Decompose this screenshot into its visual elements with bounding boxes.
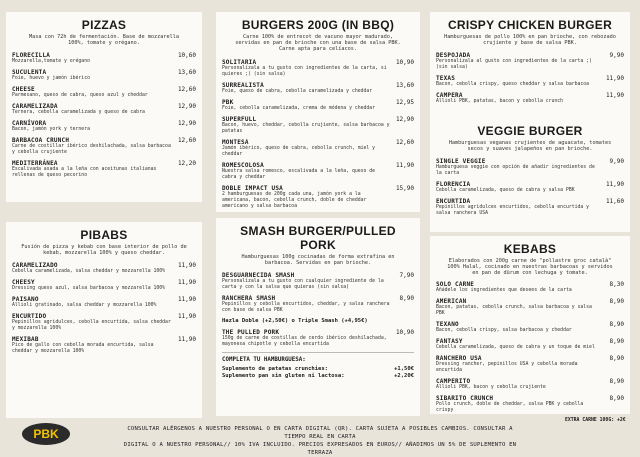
item-price: 13,60 [177,69,196,77]
item-desc: Personalízala a tu gusto con cualquier ingrediente de la carta y con la salsa que quieras (sin salsa) [222,279,384,291]
item-price: 12,90 [177,103,196,111]
item-name: PBK [222,98,234,106]
footer-line-1: CONSULTAR ALÉRGENOS A NUESTRO PERSONAL O EN CARTA DIGITAL (QR). CARTA SUJETA A POSIBLES CAMBIOS. CONSULTAR A TIEMPO REAL EN CARTA [127,426,513,440]
menu-item [436,181,624,194]
item-name: MEDITERRÁNEA [12,160,58,168]
item-price: 11,90 [395,161,414,169]
menu-item-row [436,395,624,402]
item-price: 11,90 [605,75,624,83]
item-name: DOBLE IMPACT USA [222,184,283,192]
extra-label: Suplemento pan sin gluten ni lactosa: [222,373,345,380]
pibabs-section [6,222,202,418]
item-price: 11,90 [177,336,196,344]
menu-item [12,69,196,82]
menu-item [12,120,196,133]
item-desc: Bacon, cebolla crispy, queso cheddar y salsa barbacoa [436,82,590,88]
item-desc: Cebolla caramelizada, queso de cabra y salsa PBK [436,188,575,194]
menu-item-row [436,338,624,345]
extras-title: COMPLETA TU HAMBURGUESA: [222,357,306,364]
item-price: 11,90 [177,279,196,287]
burgers-list [222,59,414,210]
item-desc: Pepinillos y cebolla encurtidos, cheddar, y salsa ranchera con base de salsa PBK [222,302,390,314]
item-name: ENCURTIDO [12,313,47,321]
item-price: 11,90 [177,296,196,304]
veggie-list [436,158,624,217]
menu-item-row [222,82,414,89]
item-desc: Foie, queso de cabra, cebolla caramelizada y cheddar [222,88,373,94]
item-price: 8,90 [609,377,624,385]
item-desc: Allioli PBK, patatas, bacon y cebolla crunch [436,99,564,105]
item-desc: Pepinillos agridulces encurtidos, cebolla encurtida y salsa ranchera USA [436,205,590,217]
menu-item-row [222,99,414,106]
item-price: 8,90 [609,394,624,402]
extra-row [222,366,414,373]
item-price: 7,90 [399,272,414,280]
divider [222,352,414,353]
item-name: ROMESCOLOSA [222,161,264,169]
double-note: Hazla Doble (+2,50€) o Triple Smash (+4,95€) [222,318,368,325]
menu-item [436,298,624,317]
item-name: FLORECILLA [12,52,51,60]
item-price: 9,90 [609,158,624,166]
item-desc: Bacon, huevo, cheddar, cebolla crujiente, salsa barbacoa y patatas [222,122,390,134]
menu-item [222,295,414,314]
pibabs-subtitle: Fusión de pizza y kebab con base interior de pollo de kebab, mozzarella 100% y queso cheddar. [21,244,187,257]
item-name: SOLO CARNE [436,280,475,288]
item-name: CARAMELIZADO [12,262,58,270]
item-price: 12,90 [177,120,196,128]
pbk-logo [20,421,72,447]
item-name: RANCHERA SMASH [222,295,276,303]
item-name: PAISANO [12,296,39,304]
menu-item [12,296,196,309]
burgers-section [216,12,420,212]
menu-item [436,281,624,294]
item-price: 12,20 [177,160,196,168]
item-name: SUPERFULL [222,115,257,123]
item-price: 8,90 [609,354,624,362]
menu-item [222,139,414,158]
veggie-section [430,120,630,232]
item-desc: Pico de gallo con cebolla morada encurtida, salsa cheddar y mozzarella 100% [12,343,154,355]
item-name: CAMPERITO [436,377,471,385]
menu-item [436,198,624,217]
menu-item-row [222,185,414,192]
item-desc: Cebolla caramelizada, salsa cheddar y mozzarella 100% [12,269,166,275]
item-desc: Hamburguesa veggie con opción de añadir ingredientes de la carta [436,165,595,177]
kebabs-section [430,236,630,414]
item-price: 11,90 [177,262,196,270]
chicken-title: CRISPY CHICKEN BURGER [447,18,613,32]
item-desc: Jamón ibérico, queso de cabra, cebolla crunch, miel y cheddar [222,145,376,157]
item-desc: Pepinillos agridulces, cebolla encurtida, salsa cheddar y mozzarella 100% [12,320,171,332]
extra-carne-note: EXTRA CARNE 100G: +2€ [565,418,626,423]
item-desc: Bacon, jamón york y ternera [12,127,90,133]
menu-item [436,355,624,374]
menu-item [12,279,196,292]
item-name: BARBACOA CRUNCH [12,137,70,145]
menu-item [436,92,624,105]
menu-item [12,336,196,355]
menu-item [436,338,624,351]
menu-item [436,378,624,391]
chicken-list [436,52,624,105]
item-name: TEXANO [436,320,459,328]
menu-item-row [222,162,414,169]
item-price: 11,90 [605,92,624,100]
item-price: 11,60 [605,198,624,206]
item-desc: Allioli PBK, bacon y cebolla crujiente [436,384,546,390]
item-name: AMERICAN [436,297,467,305]
item-price: 15,90 [395,184,414,192]
menu-item-row [222,116,414,123]
item-price: 13,60 [395,81,414,89]
menu-item [436,158,624,177]
footer [120,425,520,457]
item-desc: Cebolla caramelizada, queso de cabra y un toque de miel [436,344,595,350]
item-desc: Ternera, cebolla caramelizada y queso de cabra [12,110,145,116]
item-desc: Personalízala a tu gusto con ingredientes de la carta, si quieres ;) (sin salsa) [222,65,387,77]
item-price: 8,90 [609,337,624,345]
item-desc: 2 hamburguesas de 200g cada una, jamón york a la americana, bacon, cebolla crunch, doble de cheddar americano y salsa barbacoa [222,191,367,209]
menu-item [436,395,624,414]
extra-price: +1,50€ [394,366,414,373]
pizzas-list [12,52,196,179]
item-name: DESPOJADA [436,52,471,60]
footer-line-2: DIGITAL O A NUESTRO PERSONAL// 10% IVA INCLUIDO. PRECIOS EXPRESADOS EN EUROS// AÑADIMOS UN 5% DE SUPLEMENTO EN TERRAZA [123,442,517,456]
menu-item [12,103,196,116]
item-name: CHEESE [12,86,35,94]
item-name: CHEESY [12,279,35,287]
item-price: 12,90 [395,115,414,123]
menu-item-row [436,281,624,288]
kebabs-list [436,281,624,414]
veggie-title: VEGGIE BURGER [477,124,583,138]
veggie-subtitle: Hamburguesas veganas crujientes de aguacate, tomates secos y suaves jalapeños en pan brioche. [448,140,612,153]
menu-item [436,52,624,71]
item-name: SURREALISTA [222,81,264,89]
item-price: 8,90 [399,295,414,303]
item-desc: Parmesano, queso de cabra, queso azul y cheddar [12,93,148,99]
item-desc: Escalivada asada a la leña con aceitunas italianas rellenas de queso pecorino [12,167,157,179]
menu-item-row [436,298,624,305]
menu-item [12,52,196,65]
item-price: 10,90 [395,58,414,66]
extra-price: +2,20€ [394,373,414,380]
item-desc: Foie, cebolla caramelizada, crema de módena y cheddar [222,105,376,111]
item-name: RANCHERO USA [436,354,482,362]
item-name: SIBARITO CRUNCH [436,394,494,402]
menu-item [436,321,624,334]
item-name: CARNÍVORA [12,120,47,128]
item-name: SOLITARIA [222,58,257,66]
item-name: DESGUARNECIDA SMASH [222,272,295,280]
logo-text: PBK [33,427,59,441]
item-desc: Personalízala al gusto con ingredientes de la carta ;) (sin salsa) [436,59,592,71]
item-price: 9,90 [609,52,624,60]
item-desc: Bacon, patatas, cebolla crunch, salsa barbacoa y salsa PBK [436,304,592,316]
extra-label: Suplemento de patatas crunchies: [222,366,328,373]
kebabs-subtitle: Elaborados con 200g carne de "pollastre groc català" 100% Halal, cocinado en nuestras barbacoas y servidos en pan de dürum con lechuga y tomate. [447,258,613,277]
item-desc: Bacon, cebolla crispy, salsa barbacoa y cheddar [436,327,572,333]
item-desc: Nuestra salsa romesco, escalivada a la leña, queso de cabra y cheddar [222,168,376,180]
menu-item [222,116,414,135]
item-price: 10,90 [395,329,414,337]
burgers-subtitle: Carne 100% de entrecot de vacuno mayor madurado, servidas en pan de brioche con una base de salsa PBK. Carne apta para celíacos. [235,34,401,53]
item-name: THE PULLED PORK [222,329,280,337]
chicken-subtitle: Hamburguesas de pollo 100% en pan brioche, con rebozado crujiente y base de salsa PBK. [444,34,616,47]
menu-item [436,75,624,88]
item-desc: 150g de carne de costillas de cerdo ibérico deshilachada, mayonesa chipotle y cebolla encurtida [222,336,387,348]
menu-item [222,185,414,210]
pibabs-list [12,262,196,355]
menu-item [12,137,196,156]
menu-item [222,99,414,112]
menu-item [12,262,196,275]
item-price: 12,95 [395,98,414,106]
pizzas-subtitle: Masa con 72h de fermentación. Base de mozzarella 100%, tomate y orégano. [29,34,179,47]
item-price: 8,90 [609,320,624,328]
menu-item-row [436,355,624,362]
item-price: 12,60 [177,137,196,145]
menu-item [222,162,414,181]
menu-item [222,59,414,78]
pibabs-title: PIBABS [80,228,128,242]
smash-title: SMASH BURGER/PULLED PORK [240,224,396,252]
smash-subtitle: Hamburguesas 100g cocinadas de forma extrafina en barbacoa. Servidas en pan brioche. [241,254,395,267]
menu-item-row [436,378,624,385]
item-desc: Dressing queso azul, salsa barbacoa y mozzarella 100% [12,286,166,292]
menu-item [12,86,196,99]
item-name: SINGLE VEGGIE [436,158,486,166]
smash-list [222,272,414,314]
chicken-section [430,12,630,120]
menu-item [222,82,414,95]
item-name: CAMPERA [436,92,463,100]
item-price: 8,30 [609,280,624,288]
extra-row [222,373,414,380]
menu-item-row [436,321,624,328]
item-name: FLORENCIA [436,181,471,189]
item-desc: Allioli gratinado, salsa cheddar y mozzarella 100% [12,303,157,309]
item-name: MONTESA [222,138,249,146]
item-price: 8,90 [609,297,624,305]
pizzas-title: PIZZAS [81,18,127,32]
item-price: 12,60 [177,86,196,94]
item-desc: Dressing rancher, pepinillos USA y cebolla morada encurtida [436,361,578,373]
menu-item-row [222,59,414,66]
item-name: CARAMELIZADA [12,103,58,111]
kebabs-title: KEBABS [503,242,557,256]
item-price: 11,90 [605,181,624,189]
item-price: 12,60 [395,138,414,146]
item-name: FANTASY [436,337,463,345]
item-desc: Foie, huevo y jamón ibérico [12,76,90,82]
menu-item [12,160,196,179]
smash-section [216,218,420,416]
menu-item [12,313,196,332]
menu-item [222,272,414,291]
item-desc: Carne de costillar ibérico deshilachada, salsa barbacoa y cebolla crujiente [12,144,171,156]
item-name: TEXAS [436,75,456,83]
item-price: 11,90 [177,313,196,321]
item-desc: Pollo crunch, doble de cheddar, salsa PBK y cebolla crispy [436,401,584,413]
item-desc: Mozzarella,tomate y orégano [12,59,90,65]
item-name: MEXIBAB [12,336,39,344]
item-name: SUCULENTA [12,69,47,77]
burgers-title: BURGERS 200G (IN BBQ) [241,18,395,32]
item-price: 10,60 [177,52,196,60]
pulled-pork-item [222,329,414,348]
item-desc: Añádele los ingredientes que desees de la carta [436,287,572,293]
menu-item-row [222,139,414,146]
pizzas-section [6,12,202,202]
item-name: ENCURTIDA [436,198,471,206]
